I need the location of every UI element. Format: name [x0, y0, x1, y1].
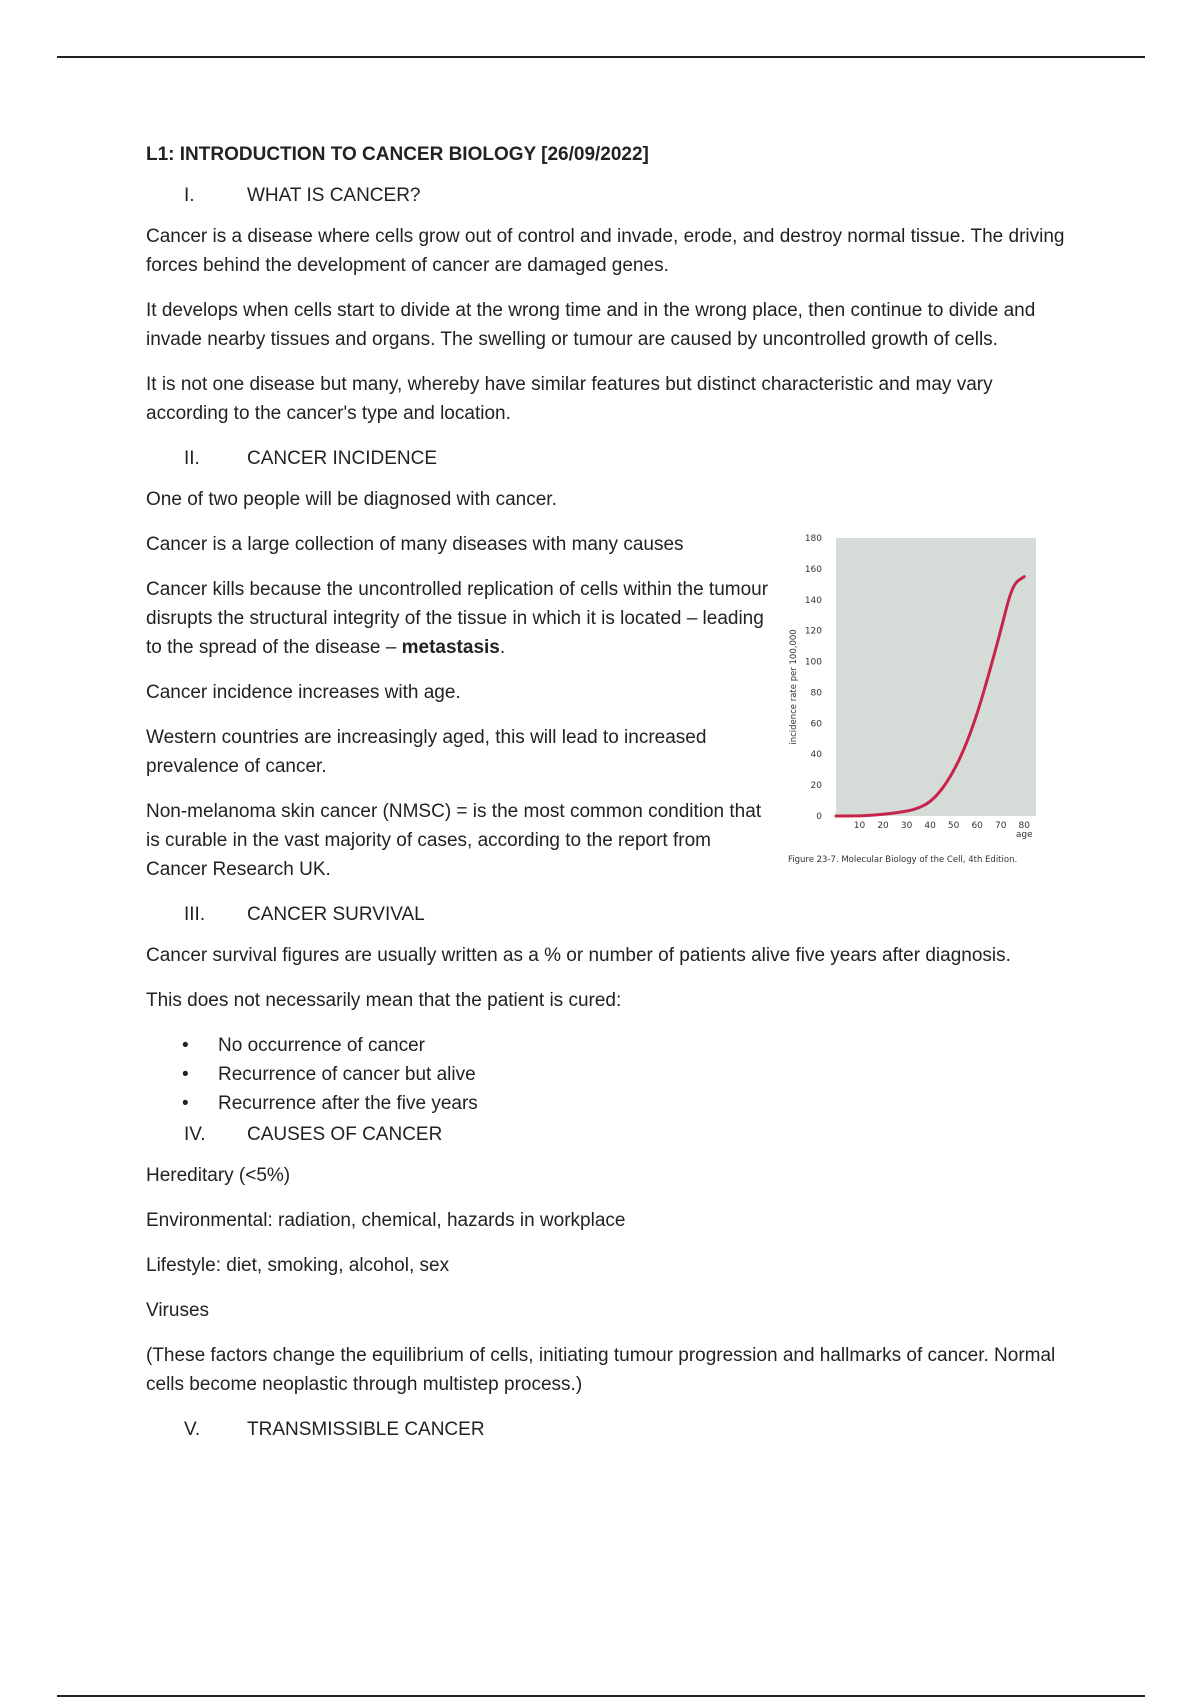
list-item: [146, 1089, 1066, 1118]
metastasis-term: metastasis: [401, 637, 500, 658]
bullet-dot: •: [182, 1064, 189, 1085]
y-axis-label: incidence rate per 100,000: [789, 629, 799, 745]
incidence-chart: [786, 528, 1200, 888]
y-tick-label: 120: [804, 626, 822, 637]
section-numeral: I.: [184, 185, 195, 206]
figure-caption: Figure 23-7. Molecular Biology of the Cell, 4th Edition.: [788, 855, 1018, 865]
incidence-two-column: [146, 530, 1066, 884]
paragraph: Cancer survival figures are usually written as a % or number of patients alive five years after diagnosis.: [146, 945, 1011, 966]
top-rule: [57, 56, 1145, 58]
bullet-list: [146, 1031, 1066, 1118]
section-heading-cancer-survival: [146, 900, 1066, 929]
x-tick-label: 10: [853, 821, 866, 831]
y-tick-label: 40: [810, 750, 822, 761]
y-tick-label: 20: [810, 781, 822, 792]
paragraph: Hereditary (<5%): [146, 1165, 291, 1186]
y-tick-label: 180: [804, 534, 822, 544]
x-axis-label: age: [1015, 830, 1033, 840]
section-heading-cancer-incidence: [146, 444, 1066, 473]
x-tick-label: 60: [971, 821, 983, 831]
paragraph: Western countries are increasingly aged, this will lead to increased prevalence of cancer.: [146, 727, 707, 777]
paragraph: Cancer is a disease where cells grow out of control and invade, erode, and destroy normal tissue. The driving forces behind the development of cancer are damaged genes.: [146, 226, 1065, 276]
section-heading-causes-of-cancer: [146, 1120, 1066, 1149]
incidence-text-column: [146, 530, 771, 884]
section-heading-what-is-cancer: [146, 181, 1066, 210]
y-tick-label: 160: [804, 564, 822, 575]
section-heading-text: TRANSMISSIBLE CANCER: [247, 1419, 485, 1440]
list-item-text: Recurrence after the five years: [218, 1093, 478, 1114]
section-numeral: V.: [184, 1419, 201, 1440]
bottom-rule: [57, 1695, 1145, 1697]
paragraph: Lifestyle: diet, smoking, alcohol, sex: [146, 1255, 450, 1276]
list-item-text: Recurrence of cancer but alive: [218, 1064, 476, 1085]
paragraph: Cancer is a large collection of many diseases with many causes: [146, 534, 684, 555]
x-tick-label: 50: [947, 821, 960, 831]
paragraph: It is not one disease but many, whereby have similar features but distinct characteristic and may vary according to the cancer's type and location.: [146, 374, 993, 424]
paragraph-text: Cancer kills because the uncontrolled replication of cells within the tumour disrupts the structural integrity of the tissue in which it is located – leading to the spread of the disease –: [146, 579, 769, 658]
y-tick-label: 60: [810, 719, 822, 730]
paragraph: This does not necessarily mean that the patient is cured:: [146, 990, 622, 1011]
paragraph: (These factors change the equilibrium of cells, initiating tumour progression and hallmarks of cancer. Normal cells become neoplastic through multistep process.): [146, 1345, 1056, 1395]
x-tick-label: 70: [994, 821, 1007, 831]
bullet-dot: •: [182, 1093, 189, 1114]
section-heading-text: CANCER SURVIVAL: [247, 904, 425, 925]
paragraph: One of two people will be diagnosed with cancer.: [146, 489, 557, 510]
section-heading-text: WHAT IS CANCER?: [247, 185, 421, 206]
section-numeral: IV.: [184, 1124, 206, 1145]
paragraph: Non-melanoma skin cancer (NMSC) = is the most common condition that is curable in the vast majority of cases, according to the report from Cancer Research UK.: [146, 801, 762, 880]
bullet-dot: •: [182, 1035, 189, 1056]
y-tick-label: 100: [804, 657, 822, 668]
section-numeral: II.: [184, 448, 200, 469]
section-numeral: III.: [184, 904, 206, 925]
paragraph: Environmental: radiation, chemical, hazards in workplace: [146, 1210, 626, 1231]
x-tick-label: 20: [877, 821, 889, 831]
section-heading-text: CANCER INCIDENCE: [247, 448, 438, 469]
list-item-text: No occurrence of cancer: [218, 1035, 425, 1056]
x-tick-label: 30: [900, 821, 913, 831]
list-item: [146, 1060, 1066, 1089]
x-tick-label: 40: [924, 821, 936, 831]
paragraph-metastasis: [146, 575, 771, 662]
plot-area: [836, 538, 1036, 816]
paragraph: Viruses: [146, 1300, 210, 1321]
paragraph: Cancer incidence increases with age.: [146, 682, 461, 703]
section-heading-transmissible-cancer: [146, 1415, 1066, 1444]
y-tick-label: 140: [804, 595, 822, 606]
y-tick-label: 80: [810, 688, 822, 699]
document-title: L1: INTRODUCTION TO CANCER BIOLOGY [26/09/2022]: [146, 144, 649, 165]
paragraph-text: .: [499, 637, 506, 658]
x-tick-label: 80: [1018, 821, 1030, 831]
paragraph: It develops when cells start to divide at the wrong time and in the wrong place, then continue to divide and invade nearby tissues and organs. The swelling or tumour are caused by uncontrolled growth of cells.: [146, 300, 1036, 350]
list-item: [146, 1031, 1066, 1060]
section-heading-text: CAUSES OF CANCER: [247, 1124, 443, 1145]
document-page: [146, 140, 1066, 1456]
y-tick-label: 0: [816, 812, 822, 822]
